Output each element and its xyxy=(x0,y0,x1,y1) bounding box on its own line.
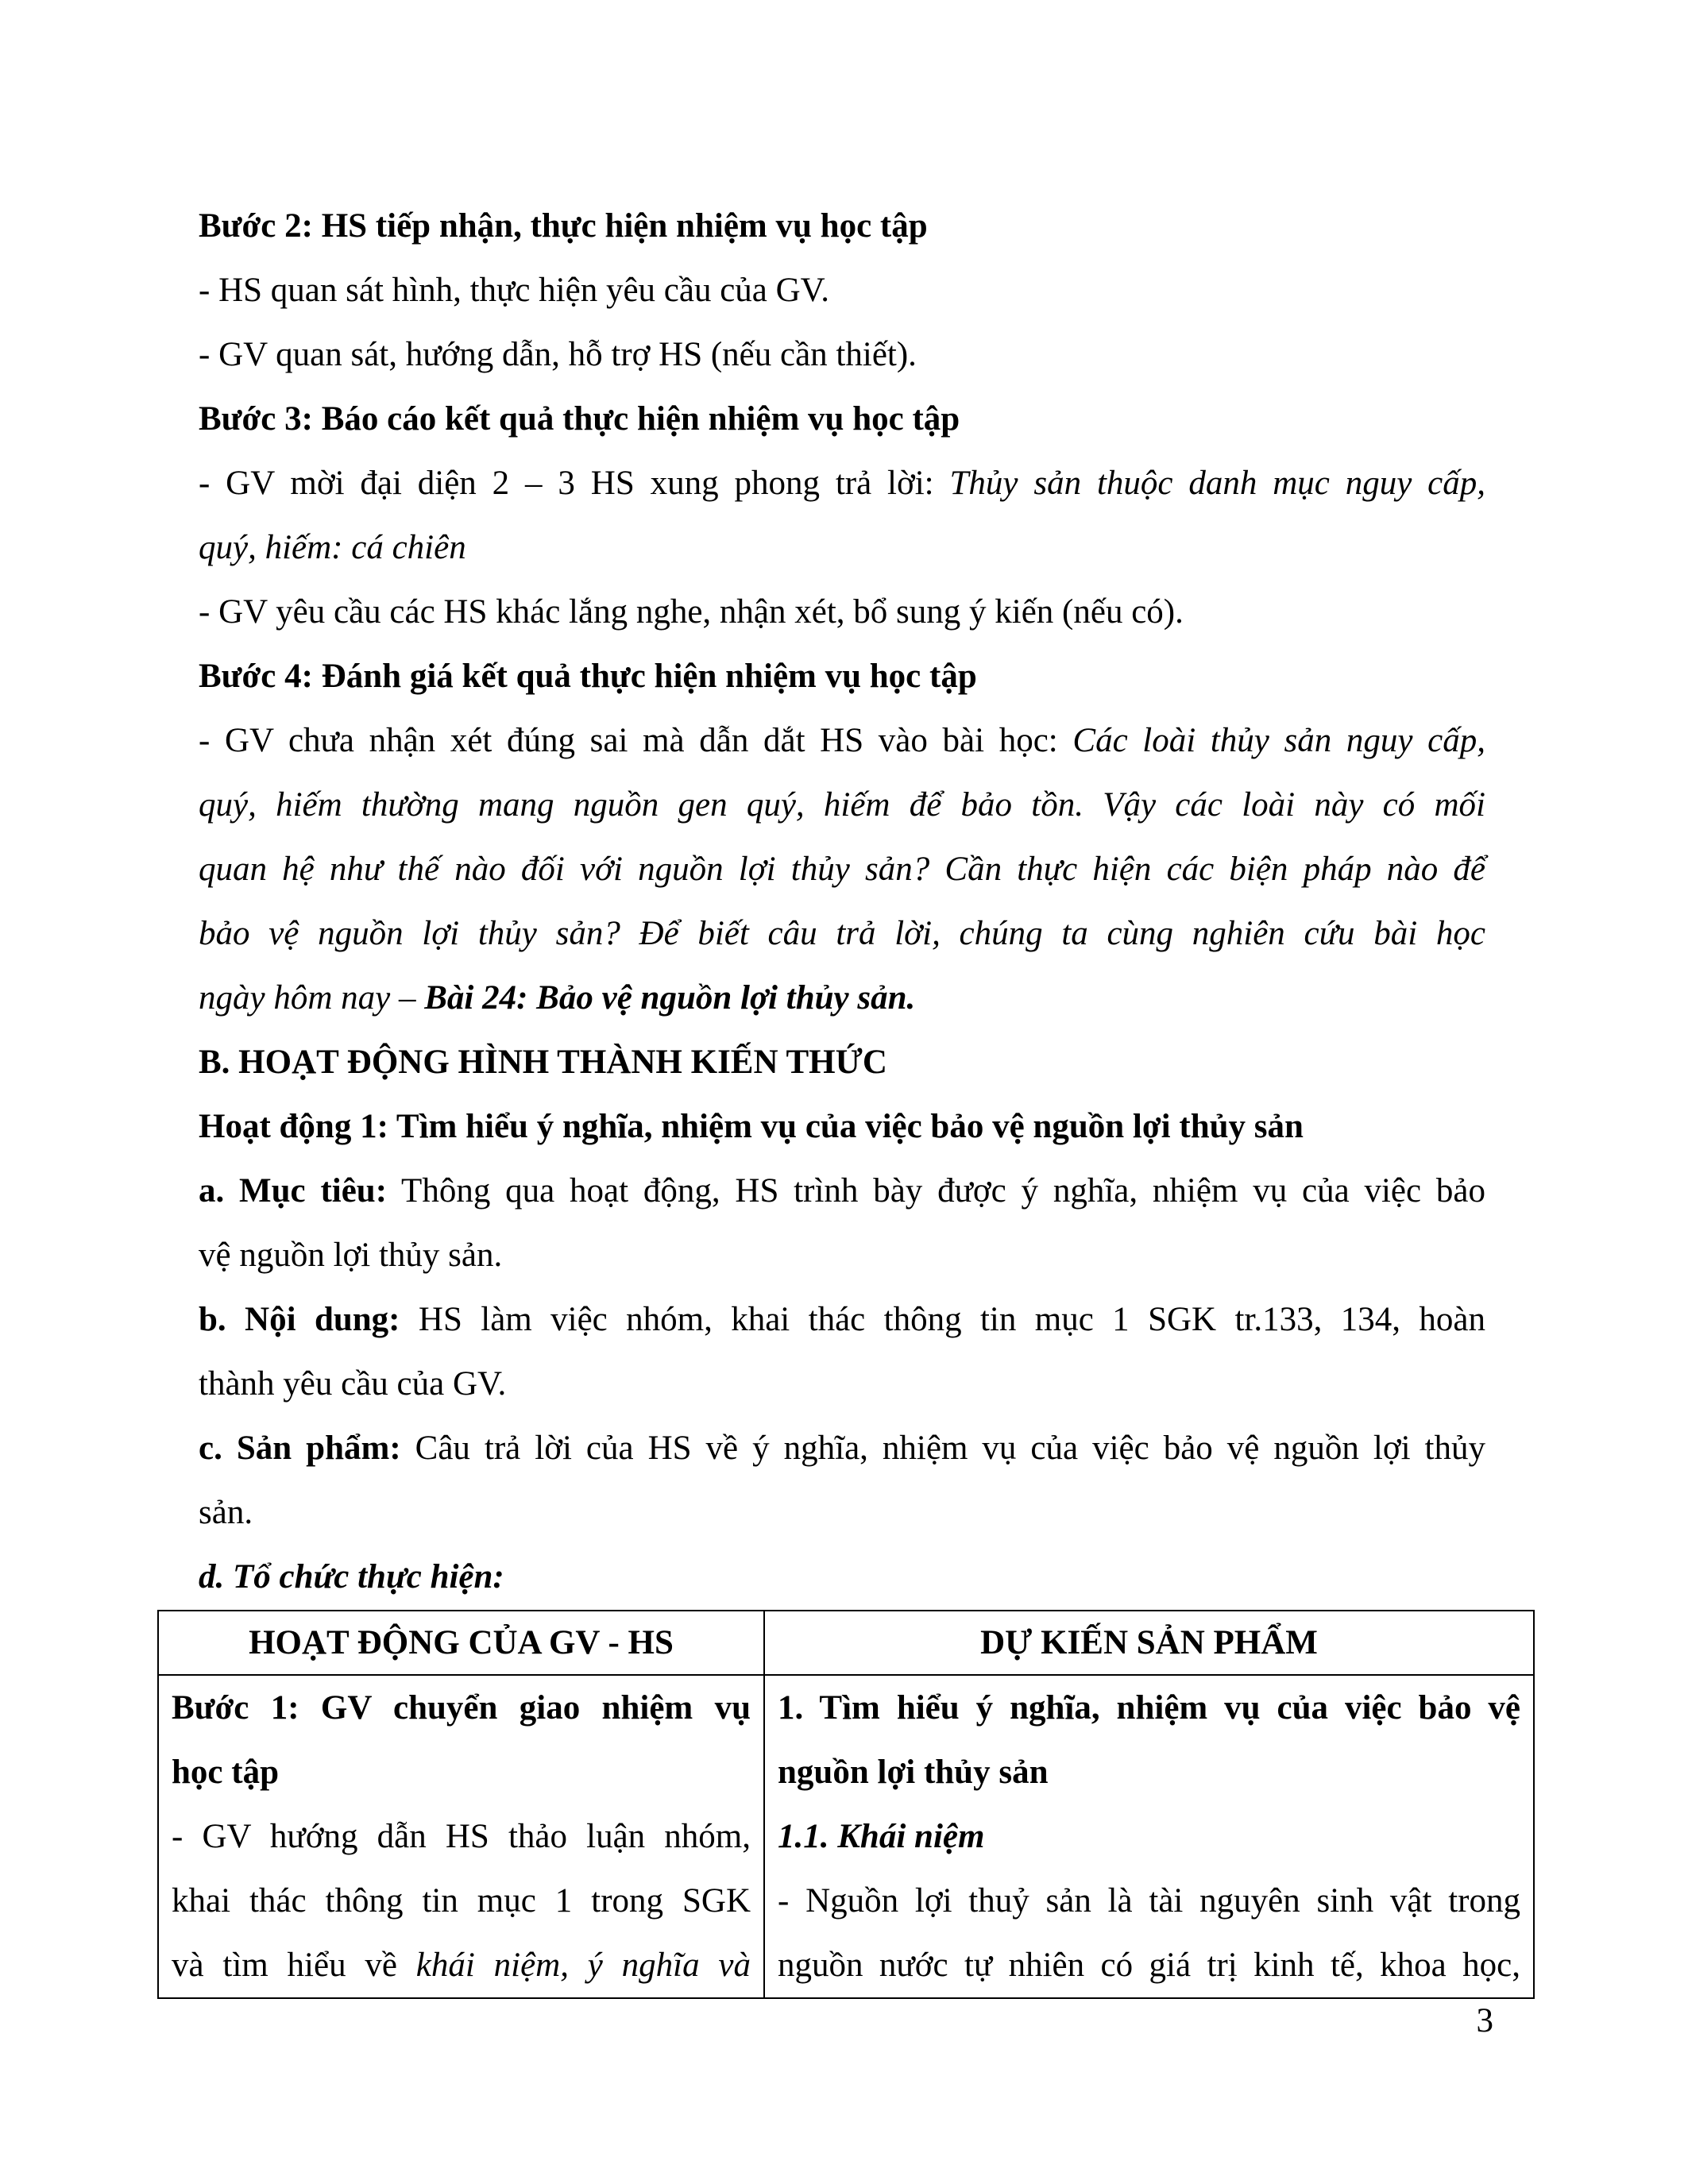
to-chuc-heading: d. Tổ chức thực hiện: xyxy=(199,1558,504,1596)
step2-heading: Bước 2: HS tiếp nhận, thực hiện nhiệm vụ học tập xyxy=(199,207,928,245)
muc-tieu: a. Mục tiêu: Thông qua hoạt động, HS trình bày được ý nghĩa, nhiệm vụ của việc bảo xyxy=(199,1172,1485,1210)
cell-heading: Bước 1: GV chuyển giao nhiệm vụ xyxy=(172,1689,751,1727)
step4-line: ngày hôm nay – Bài 24: Bảo vệ nguồn lợi thủy sản. xyxy=(199,979,916,1017)
san-pham-cont: sản. xyxy=(199,1494,253,1531)
document-body xyxy=(199,194,1485,1609)
cell-line: và tìm hiểu về khái niệm, ý nghĩa và xyxy=(172,1947,751,1984)
muc-tieu-cont: vệ nguồn lợi thủy sản. xyxy=(199,1237,503,1274)
table-cell-left xyxy=(158,1675,764,1998)
cell-line: nguồn nước tự nhiên có giá trị kinh tế, khoa học, xyxy=(778,1947,1520,1984)
cell-line: khai thác thông tin mục 1 trong SGK xyxy=(172,1882,751,1920)
cell-heading: học tập xyxy=(172,1754,279,1791)
table-header: DỰ KIẾN SẢN PHẨM xyxy=(764,1611,1534,1675)
cell-subheading: 1.1. Khái niệm xyxy=(778,1818,985,1855)
table-header-row xyxy=(158,1611,1534,1675)
section-b-title: B. HOẠT ĐỘNG HÌNH THÀNH KIẾN THỨC xyxy=(199,1044,887,1081)
noi-dung: b. Nội dung: HS làm việc nhóm, khai thác thông tin mục 1 SGK tr.133, 134, hoàn xyxy=(199,1301,1485,1338)
table-row xyxy=(158,1675,1534,1998)
activity-table xyxy=(157,1610,1535,1999)
san-pham: c. Sản phẩm: Câu trả lời của HS về ý nghĩa, nhiệm vụ của việc bảo vệ nguồn lợi thủy xyxy=(199,1430,1485,1467)
table-cell-right xyxy=(764,1675,1534,1998)
step3-line: quý, hiếm: cá chiên xyxy=(199,529,466,566)
cell-heading: nguồn lợi thủy sản xyxy=(778,1754,1049,1791)
table-header: HOẠT ĐỘNG CỦA GV - HS xyxy=(158,1611,764,1675)
cell-line: - GV hướng dẫn HS thảo luận nhóm, xyxy=(172,1818,751,1855)
step3-heading: Bước 3: Báo cáo kết quả thực hiện nhiệm vụ học tập xyxy=(199,400,960,438)
activity-title: Hoạt động 1: Tìm hiểu ý nghĩa, nhiệm vụ của việc bảo vệ nguồn lợi thủy sản xyxy=(199,1108,1304,1145)
page-number: 3 xyxy=(1476,2002,1493,2039)
cell-line: - Nguồn lợi thuỷ sản là tài nguyên sinh vật trong xyxy=(778,1882,1520,1920)
step4-line: quý, hiếm thường mang nguồn gen quý, hiếm để bảo tồn. Vậy các loài này có mối xyxy=(199,786,1485,824)
step2-line: - HS quan sát hình, thực hiện yêu cầu của GV. xyxy=(199,272,829,309)
step4-heading: Bước 4: Đánh giá kết quả thực hiện nhiệm vụ học tập xyxy=(199,658,977,695)
step4-line: bảo vệ nguồn lợi thủy sản? Để biết câu trả lời, chúng ta cùng nghiên cứu bài học xyxy=(199,915,1485,952)
noi-dung-cont: thành yêu cầu của GV. xyxy=(199,1365,507,1403)
cell-heading: 1. Tìm hiểu ý nghĩa, nhiệm vụ của việc bảo vệ xyxy=(778,1689,1520,1727)
step4-line: quan hệ như thế nào đối với nguồn lợi thủy sản? Cần thực hiện các biện pháp nào để xyxy=(199,851,1485,888)
step3-line: - GV yêu cầu các HS khác lắng nghe, nhận xét, bổ sung ý kiến (nếu có). xyxy=(199,593,1184,631)
step2-line: - GV quan sát, hướng dẫn, hỗ trợ HS (nếu cần thiết). xyxy=(199,336,917,373)
step3-line: - GV mời đại diện 2 – 3 HS xung phong trả lời: Thủy sản thuộc danh mục nguy cấp, xyxy=(199,465,1485,502)
step4-line: - GV chưa nhận xét đúng sai mà dẫn dắt HS vào bài học: Các loài thủy sản nguy cấp, xyxy=(199,722,1485,759)
